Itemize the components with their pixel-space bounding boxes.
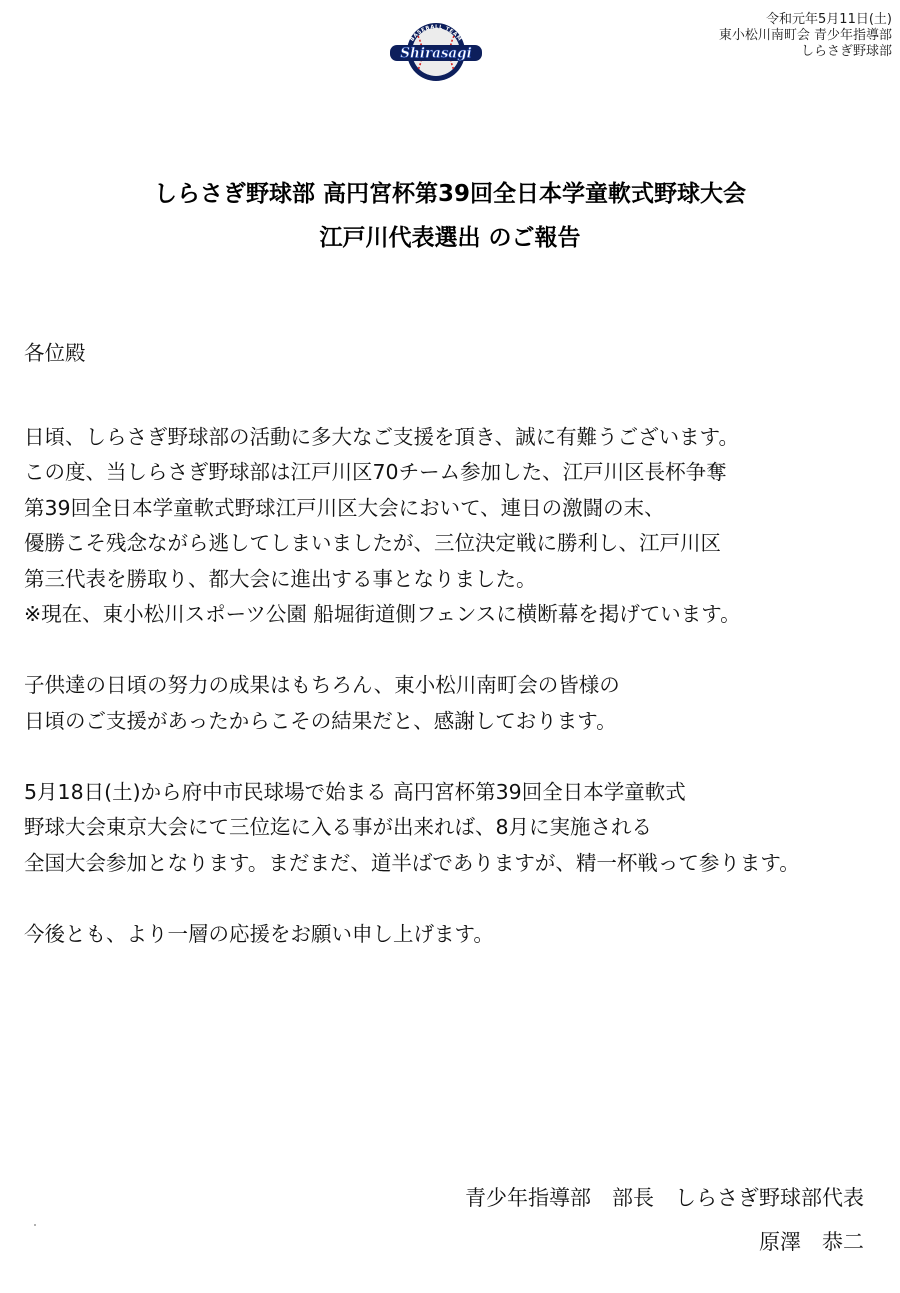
para1-line: この度、当しらさぎ野球部は江戸川区70チーム参加した、江戸川区長杯争奪 [24, 460, 727, 484]
scan-speck [34, 1224, 36, 1226]
para1-line: 第三代表を勝取り、都大会に進出する事となりました。 [24, 566, 537, 591]
logo-wordmark: Shirasagi [400, 45, 472, 62]
signature-name: 原澤 恭二 [759, 1230, 864, 1254]
para1-line: 優勝こそ残念ながら逃してしまいましたが、三位決定戦に勝利し、江戸川区 [24, 531, 721, 555]
header-club: しらさぎ野球部 [800, 44, 892, 59]
para1-line: 第39回全日本学童軟式野球江戸川区大会において、連日の激闘の末、 [24, 495, 665, 520]
title-line-2: 江戸川代表選出 のご報告 [319, 225, 581, 251]
para1-line: 日頃、しらさぎ野球部の活動に多大なご支援を頂き、誠に有難うございます。 [24, 424, 740, 449]
para2-line: 日頃のご支援があったからこその結果だと、感謝しております。 [24, 708, 617, 733]
document-title [0, 172, 900, 260]
header-org: 東小松川南町会 青少年指導部 [718, 28, 892, 43]
title-line-1: しらさぎ野球部 高円宮杯第39回全日本学童軟式野球大会 [153, 181, 746, 207]
para3-line: 野球大会東京大会にて三位迄に入る事が出来れば、8月に実施される [24, 815, 653, 839]
letter-body [24, 336, 884, 952]
header-info [719, 12, 892, 60]
salutation: 各位殿 [24, 341, 86, 365]
para3-line: 5月18日(土)から府中市民球場で始まる 高円宮杯第39回全日本学童軟式 [24, 779, 686, 804]
para2-line: 子供達の日頃の努力の成果はもちろん、東小松川南町会の皆様の [24, 673, 620, 697]
closing-line: 今後とも、より一層の応援をお願い申し上げます。 [24, 921, 494, 946]
signature-block [465, 1176, 864, 1264]
header-date: 令和元年5月11日(土) [766, 12, 892, 27]
para1-line: ※現在、東小松川スポーツ公園 船堀街道側フェンスに横断幕を掲げています。 [24, 602, 741, 626]
team-logo [388, 18, 484, 84]
para3-line: 全国大会参加となります。まだまだ、道半ばでありますが、精一杯戦って参ります。 [24, 850, 800, 875]
logo-arc-text: BASEBALL TEAM [409, 24, 463, 43]
signature-title: 青少年指導部 部長 しらさぎ野球部代表 [465, 1186, 864, 1210]
